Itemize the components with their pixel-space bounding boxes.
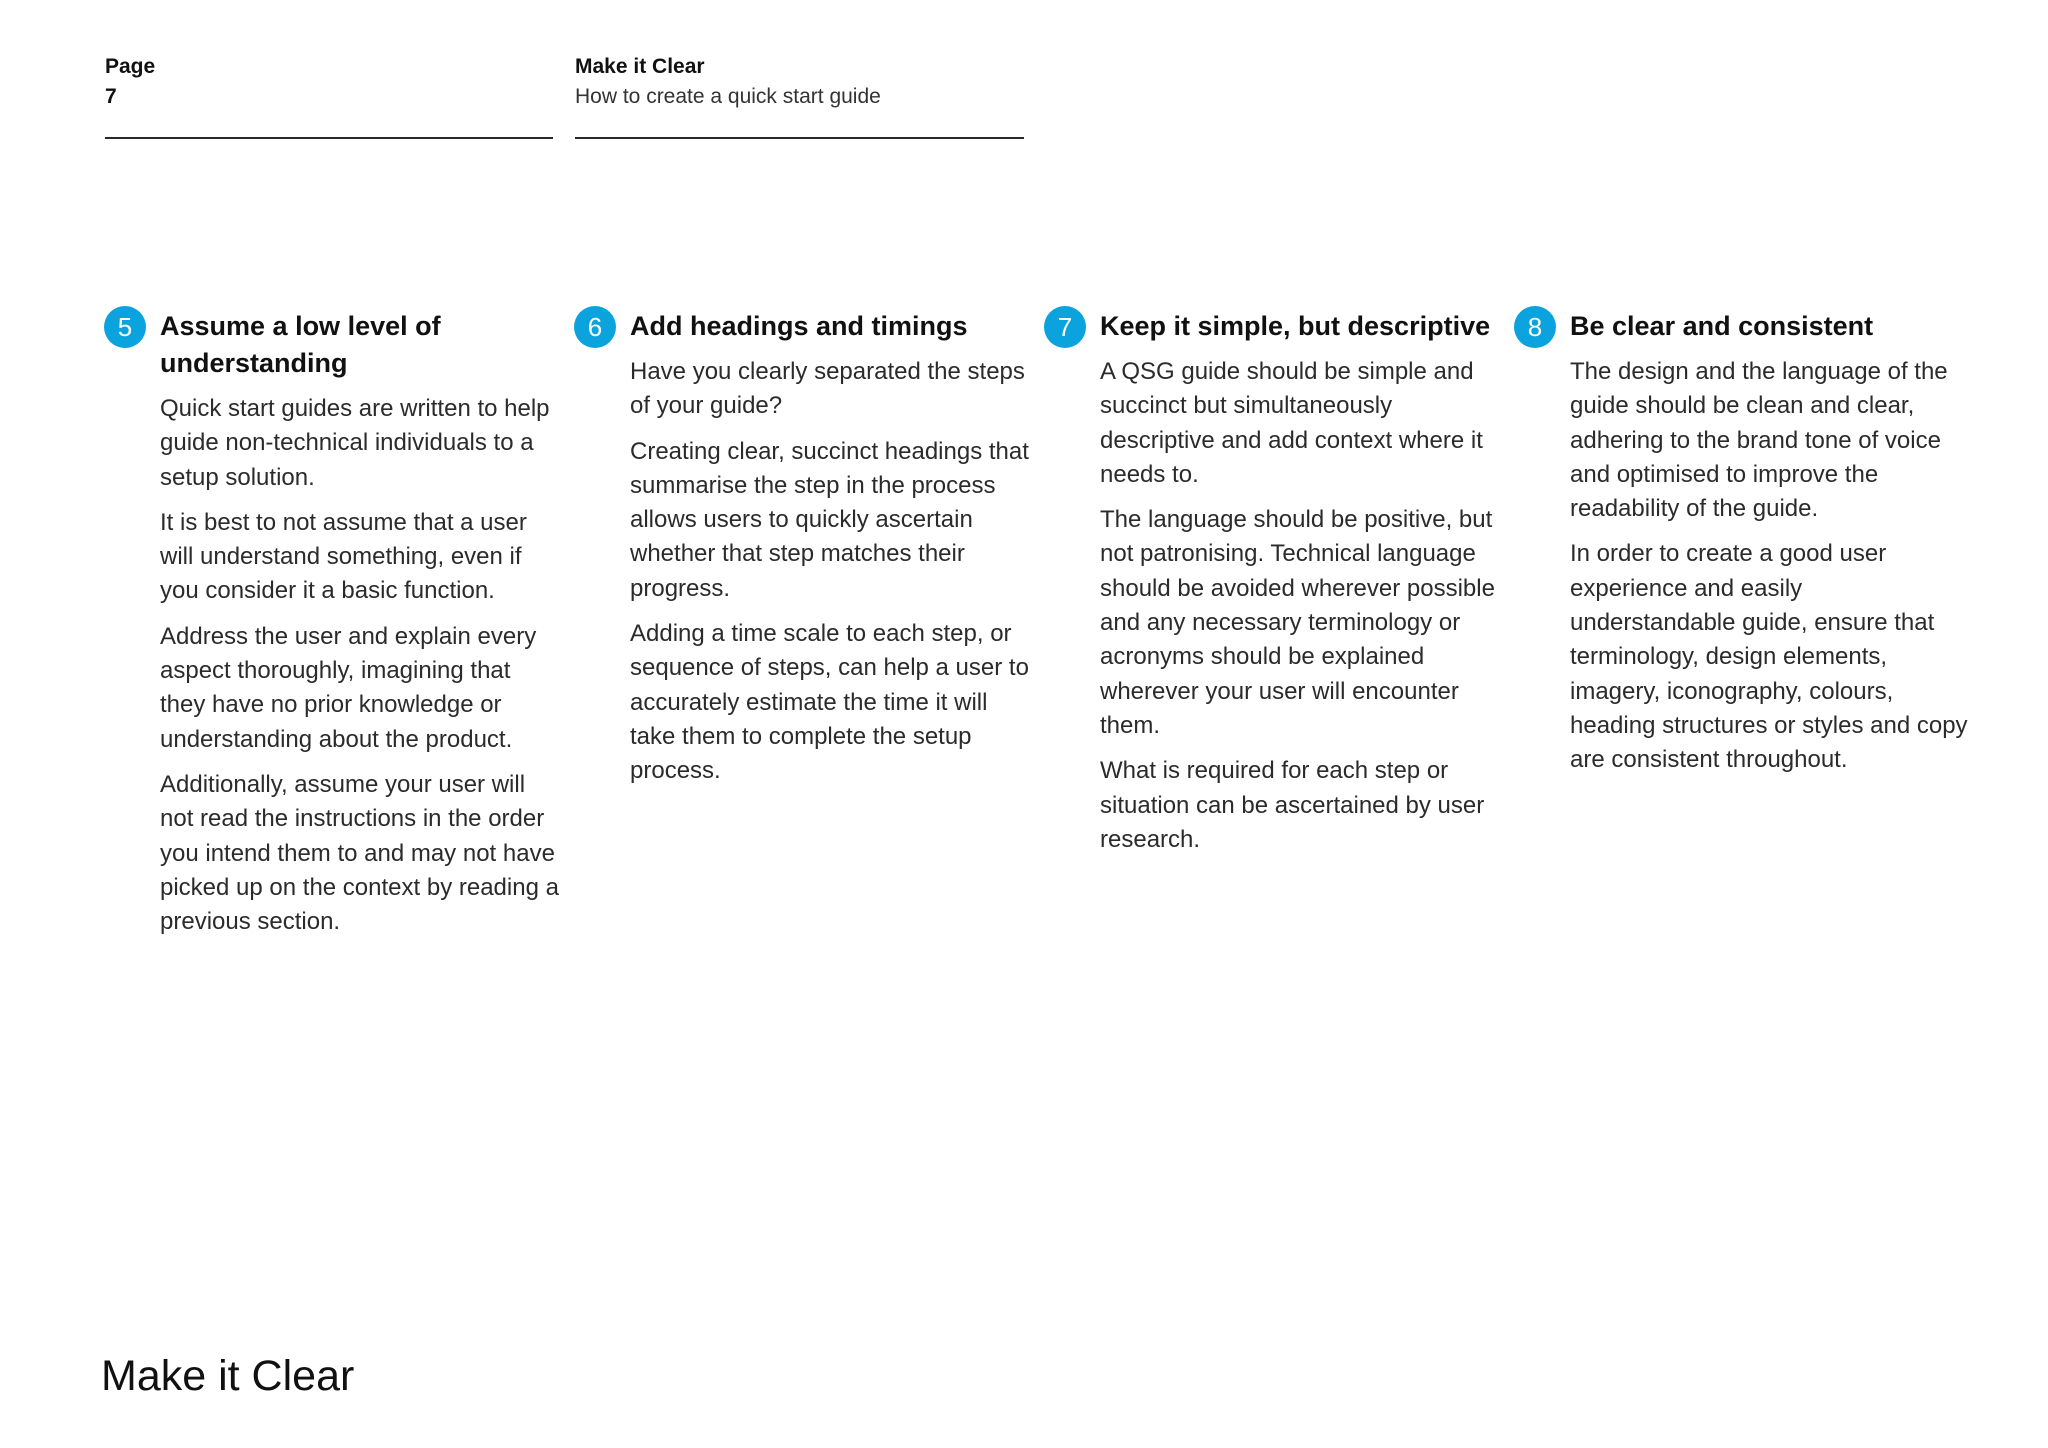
section-heading: Add headings and timings bbox=[630, 311, 968, 341]
step-number-badge: 8 bbox=[1514, 306, 1556, 348]
footer-brand: Make it Clear bbox=[101, 1352, 355, 1400]
section-paragraph: Address the user and explain every aspect thoroughly, imagining that they have no prior knowledge or understanding about the product. bbox=[160, 622, 537, 753]
section-paragraph: What is required for each step or situation can be ascertained by user research. bbox=[1100, 757, 1485, 853]
section-paragraph: A QSG guide should be simple and succinct but simultaneously descriptive and add context where it needs to. bbox=[1100, 358, 1483, 488]
section-paragraph: The language should be positive, but not patronising. Technical language should be avoided wherever possible and any necessary terminology or acronyms should be explained wherever your user will encounter them. bbox=[1100, 506, 1495, 739]
section-heading: Keep it simple, but descriptive bbox=[1100, 311, 1491, 341]
section-paragraph: The design and the language of the guide should be clean and clear, adhering to the brand tone of voice and optimised to improve the readability of the guide. bbox=[1570, 358, 1948, 523]
section-heading: Be clear and consistent bbox=[1570, 311, 1874, 341]
page-number-block bbox=[105, 52, 553, 139]
section-8 bbox=[1514, 306, 1969, 778]
section-5 bbox=[104, 306, 559, 939]
section-paragraph: In order to create a good user experience and easily understandable guide, ensure that terminology, design elements, imagery, iconography, colours, heading structures or styles and copy are consistent throughout. bbox=[1570, 540, 1968, 774]
page-number: 7 bbox=[105, 85, 117, 108]
section-paragraph: Have you clearly separated the steps of your guide? bbox=[630, 358, 1025, 420]
section-heading: Assume a low level of understanding bbox=[160, 311, 441, 378]
step-number-badge: 5 bbox=[104, 306, 146, 348]
section-paragraph: Creating clear, succinct headings that summarise the step in the process allows users to quickly ascertain whether that step matches their progress. bbox=[630, 437, 1029, 602]
section-6 bbox=[574, 306, 1029, 789]
document-subtitle: How to create a quick start guide bbox=[575, 85, 881, 108]
page-label: Page bbox=[105, 55, 156, 78]
step-number-badge: 6 bbox=[574, 306, 616, 348]
step-number-badge: 7 bbox=[1044, 306, 1086, 348]
section-paragraph: It is best to not assume that a user will understand something, even if you consider it a basic function. bbox=[160, 508, 527, 605]
document-title-block bbox=[575, 52, 1024, 139]
section-paragraph: Additionally, assume your user will not read the instructions in the order you intend them to and may not have picked up on the context by reading a previous section. bbox=[160, 770, 559, 936]
section-paragraph: Adding a time scale to each step, or sequence of steps, can help a user to accurately estimate the time it will take them to complete the setup process. bbox=[630, 620, 1029, 785]
section-7 bbox=[1044, 306, 1499, 857]
section-paragraph: Quick start guides are written to help guide non-technical individuals to a setup solution. bbox=[160, 395, 550, 491]
document-title: Make it Clear bbox=[575, 55, 705, 78]
